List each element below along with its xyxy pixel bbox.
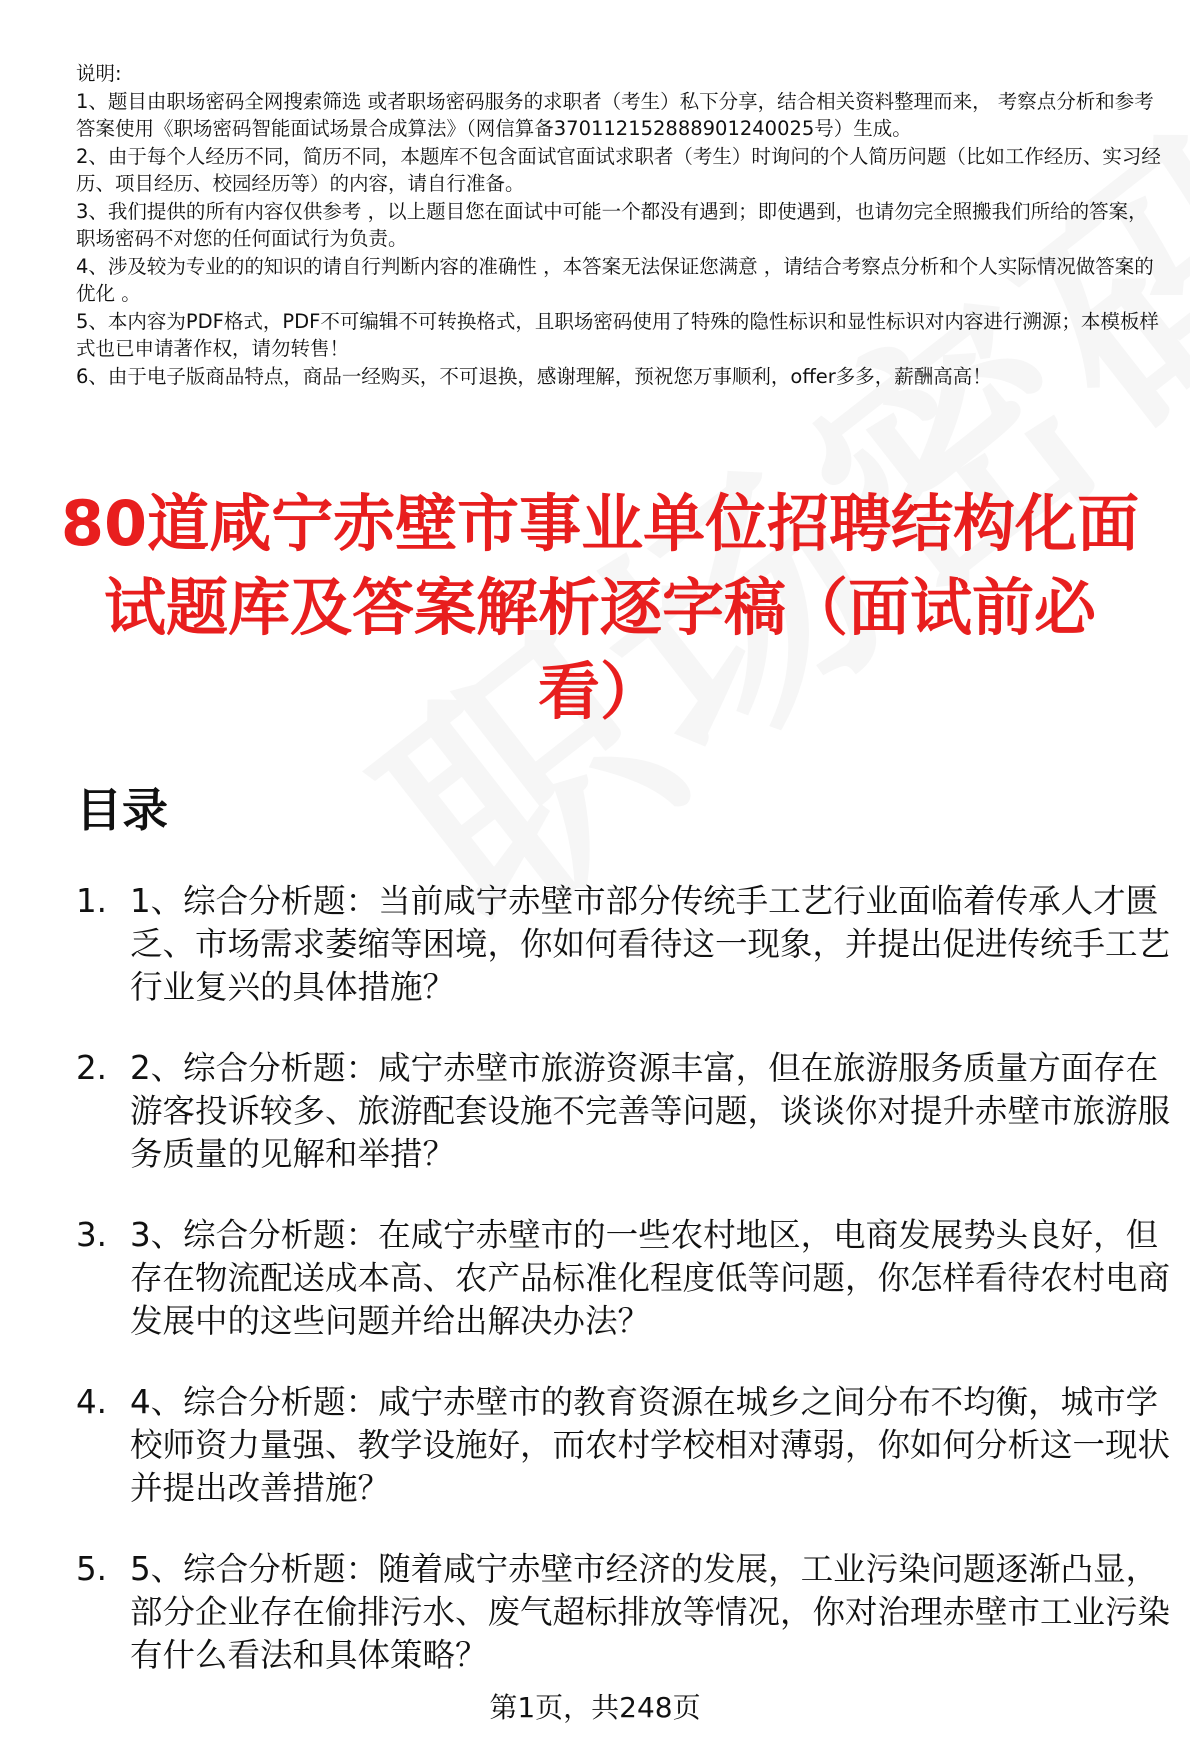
toc-list [76,880,1176,1715]
toc-item[interactable] [76,880,1176,1009]
document-title: 80道咸宁赤壁市事业单位招聘结构化面试题库及答案解析逐字稿（面试前必看） [60,487,1140,728]
toc-item-number: 2. [76,1049,108,1087]
toc-item-text[interactable]: 2、综合分析题：咸宁赤壁市旅游资源丰富，但在旅游服务质量方面存在游客投诉较多、旅游配套设施不完善等问题，谈谈你对提升赤壁市旅游服务质量的见解和举措？ [130,1049,1171,1173]
toc-item-number: 4. [76,1383,108,1421]
toc-item-number: 5. [76,1550,108,1588]
notice-item: 3、我们提供的所有内容仅供参考 ，以上题目您在面试中可能一个都没有遇到；即使遇到，也请勿完全照搬我们所给的答案，职场密码不对您的任何面试行为负责。 [76,199,1148,250]
toc-item-number: 1. [76,882,108,920]
notice-item: 1、题目由职场密码全网搜索筛选 或者职场密码服务的求职者（考生）私下分享，结合相关资料整理而来， 考察点分析和参考答案使用《职场密码智能面试场景合成算法》（网信算备370112152888901240025号）生成。 [76,89,1154,140]
notice-heading: 说明: [76,62,122,85]
notice-item: 6、由于电子版商品特点，商品一经购买，不可退换，感谢理解，预祝您万事顺利，offer多多，薪酬高高！ [76,364,992,388]
toc-item[interactable] [76,1047,1176,1176]
page-footer: 第1页，共248页 [489,1691,701,1724]
toc-item[interactable] [76,1381,1176,1510]
toc-item[interactable] [76,1548,1176,1677]
toc-item-text[interactable]: 5、综合分析题：随着咸宁赤壁市经济的发展，工业污染问题逐渐凸显，部分企业存在偷排污水、废气超标排放等情况，你对治理赤壁市工业污染有什么看法和具体策略？ [130,1550,1171,1674]
toc-heading: 目录 [76,783,168,837]
toc-item-text[interactable]: 4、综合分析题：咸宁赤壁市的教育资源在城乡之间分布不均衡，城市学校师资力量强、教学设施好，而农村学校相对薄弱，你如何分析这一现状并提出改善措施？ [130,1383,1171,1507]
toc-item-text[interactable]: 1、综合分析题：当前咸宁赤壁市部分传统手工艺行业面临着传承人才匮乏、市场需求萎缩等困境，你如何看待这一现象，并提出促进传统手工艺行业复兴的具体措施？ [130,882,1171,1006]
notice-item: 4、涉及较为专业的的知识的请自行判断内容的准确性 ，本答案无法保证您满意 ，请结合考察点分析和个人实际情况做答案的优化 。 [76,254,1154,305]
notice-item: 5、本内容为PDF格式，PDF不可编辑不可转换格式，且职场密码使用了特殊的隐性标识和显性标识对内容进行溯源；本模板样式也已申请著作权，请勿转售！ [76,309,1159,360]
notice-item: 2、由于每个人经历不同，简历不同，本题库不包含面试官面试求职者（考生）时询问的个人简历问题（比如工作经历、实习经历、项目经历、校园经历等）的内容，请自行准备。 [76,144,1161,195]
notice-section [76,60,1166,390]
toc-item[interactable] [76,1214,1176,1343]
toc-item-text[interactable]: 3、综合分析题：在咸宁赤壁市的一些农村地区，电商发展势头良好，但存在物流配送成本高、农产品标准化程度低等问题，你怎样看待农村电商发展中的这些问题并给出解决办法？ [130,1216,1171,1340]
toc-item-number: 3. [76,1216,108,1254]
